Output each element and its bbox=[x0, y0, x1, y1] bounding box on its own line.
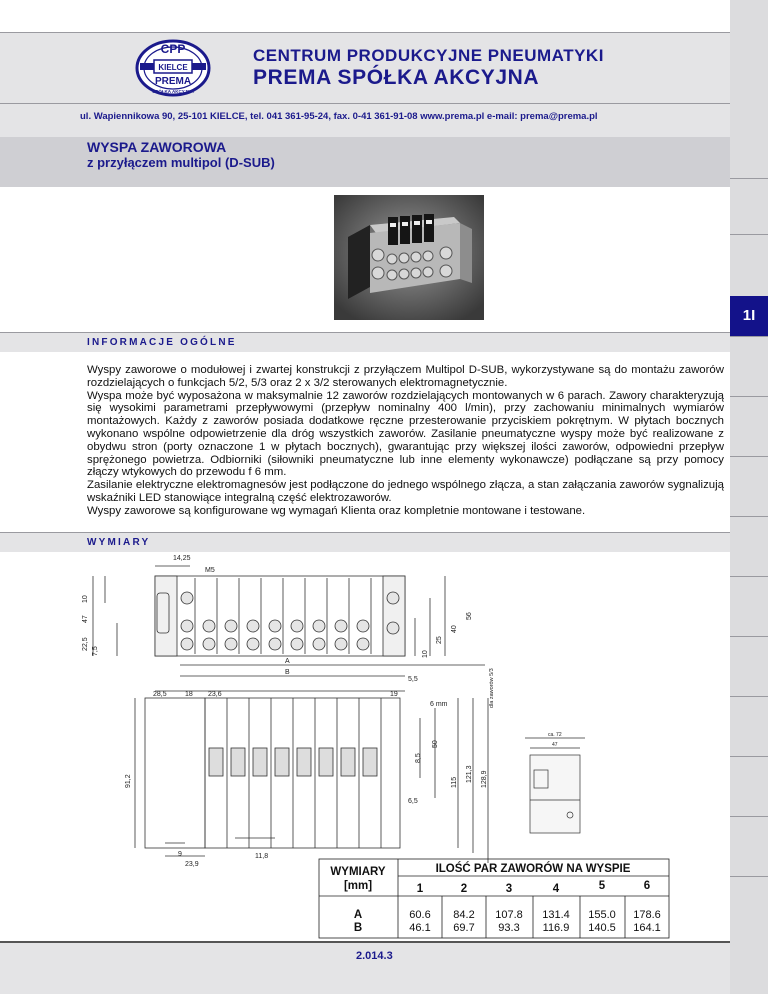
table-col-header: 3 bbox=[505, 883, 513, 895]
dim-label: 6 mm bbox=[430, 701, 448, 708]
dim-label: 121,3 bbox=[466, 765, 473, 783]
page-title: WYSPA ZAWOROWA bbox=[87, 139, 227, 155]
section-title-general: INFORMACJE OGÓLNE bbox=[87, 337, 237, 348]
divider bbox=[0, 103, 730, 104]
dim-label: 25 bbox=[436, 636, 443, 644]
dim-label: 10 bbox=[422, 650, 429, 658]
svg-text:SPÓŁKA AKCYJNA: SPÓŁKA AKCYJNA bbox=[152, 89, 194, 94]
dim-label: 11,8 bbox=[255, 853, 269, 860]
dim-label: dla zaworów 5/3 bbox=[489, 668, 495, 708]
dim-label: 23,9 bbox=[185, 861, 199, 868]
sidebar-tab[interactable] bbox=[730, 636, 768, 697]
divider bbox=[0, 941, 730, 943]
page-number: 2.014.3 bbox=[356, 950, 393, 962]
dimensions-table bbox=[318, 858, 670, 940]
dim-label: 56 bbox=[466, 612, 473, 620]
sidebar-tab[interactable] bbox=[730, 456, 768, 517]
paragraph: Wyspa może być wyposażona w maksymalnie 12 zaworów rozdzielających montowanych w 6 parach. Zawory charakteryzują się wysokimi parametrami przepływowymi (przepływ nominalny 400 l/min), przy zachowaniu minimalnych wymiarów montażowych. Każdy z zaworów posiada dodatkowe ręczne przesterowanie przyciskiem pokrętnym. W płytach bocznych wykonano wspólne odpowietrzenie dla dróg wszystkich zaworów. Zasilanie pneumatyczne wyspy może być realizowane z obydwu stron (porty oznaczone 1 w płytach bocznych), gwarantując przy większej ilości zaworów, odpowiedni przepływ sprężonego powietrza. Odbiorniki (siłowniki pneumatyczne lub inne elementy wykonawcze) podłączane są przy pomocy złączy wtykowych do przewodu f 6 mm. bbox=[87, 389, 724, 479]
table-cell: 178.6 bbox=[633, 909, 661, 921]
dim-label: 128,9 bbox=[481, 770, 488, 788]
sidebar-tab[interactable] bbox=[730, 336, 768, 397]
dim-label: 40 bbox=[451, 625, 458, 633]
table-cell: 93.3 bbox=[498, 922, 520, 934]
dim-label: ca. 72 bbox=[548, 732, 562, 738]
dim-label: B bbox=[285, 669, 290, 676]
dim-label: 19 bbox=[390, 691, 398, 698]
divider bbox=[0, 532, 730, 533]
side-view-drawing bbox=[520, 730, 600, 840]
company-address: ul. Wapiennikowa 90, 25-101 KIELCE, tel. 041 361-95-24, fax. 0-41 361-91-08 www.prema.pl e-mail: prema@prema.pl bbox=[80, 111, 598, 122]
dim-label: 5,5 bbox=[408, 676, 418, 683]
table-cell: 60.6 bbox=[409, 909, 431, 921]
paragraph: Zasilanie elektryczne elektromagnesów jest podłączone do jednego wspólnego złącza, a stan załączania zaworów sygnalizują wskaźniki LED stanowiące integralną część elektrozaworów. bbox=[87, 479, 724, 504]
dim-label: 115 bbox=[451, 776, 458, 788]
table-cell: 84.2 bbox=[453, 909, 475, 921]
general-info-text bbox=[87, 364, 724, 518]
table-cell: 69.7 bbox=[453, 922, 475, 934]
section-title-dimensions: WYMIARY bbox=[87, 537, 151, 548]
divider bbox=[0, 332, 730, 333]
dim-label: A bbox=[285, 658, 290, 665]
dim-label: 6,5 bbox=[408, 798, 418, 805]
svg-text:KIELCE: KIELCE bbox=[158, 63, 188, 72]
footer bbox=[0, 941, 730, 994]
dim-label: 14,25 bbox=[173, 555, 191, 562]
table-cell: 164.1 bbox=[633, 922, 661, 934]
divider bbox=[0, 32, 730, 33]
table-col-header: 5 bbox=[598, 880, 606, 892]
company-name-line2: PREMA SPÓŁKA AKCYJNA bbox=[253, 66, 540, 89]
table-cell: 140.5 bbox=[588, 922, 616, 934]
dim-label: 10 bbox=[82, 595, 89, 603]
dim-label: 9 bbox=[178, 851, 182, 858]
table-cell: 131.4 bbox=[542, 909, 570, 921]
page-subtitle: z przyłączem multipol (D-SUB) bbox=[87, 155, 275, 170]
dim-label: 50 bbox=[432, 740, 439, 748]
dim-label: 22,5 bbox=[82, 637, 89, 651]
sidebar-tab[interactable] bbox=[730, 756, 768, 817]
table-col-header: 2 bbox=[460, 883, 468, 895]
table-header-unit: [mm] bbox=[343, 880, 373, 892]
table-col-header: 6 bbox=[643, 880, 651, 892]
sidebar-tab-active[interactable]: 1I bbox=[730, 296, 768, 336]
table-cell: 107.8 bbox=[495, 909, 523, 921]
table-cell: 155.0 bbox=[588, 909, 616, 921]
table-cell: 116.9 bbox=[542, 922, 570, 934]
table-cell: 46.1 bbox=[409, 922, 431, 934]
sidebar-tab[interactable] bbox=[730, 696, 768, 757]
table-col-header: 4 bbox=[552, 883, 560, 895]
company-logo bbox=[132, 38, 214, 98]
dim-label: 28,5 bbox=[153, 691, 167, 698]
table-row-label: A bbox=[353, 909, 363, 921]
svg-text:PREMA: PREMA bbox=[154, 76, 192, 87]
company-name-line1: CENTRUM PRODUKCYJNE PNEUMATYKI bbox=[253, 46, 604, 65]
table-header: ILOŚĆ PAR ZAWORÓW NA WYSPIE bbox=[435, 863, 631, 875]
paragraph: Wyspy zaworowe są konfigurowane wg wymagań Klienta oraz kompletnie montowane i testowane. bbox=[87, 504, 586, 517]
svg-text:CPP: CPP bbox=[160, 42, 186, 56]
sidebar-tab[interactable] bbox=[730, 178, 768, 235]
dim-label: 8,5 bbox=[415, 753, 422, 763]
paragraph: Wyspy zaworowe o modułowej i zwartej konstrukcji z przyłączem Multipol D-SUB, wykorzystywane są do montażu zaworów rozdzielających o funkcjach 5/2, 5/3 oraz 2 x 3/2 sterowanych elektromagnetycznie. bbox=[87, 364, 724, 389]
sidebar-tab[interactable] bbox=[730, 576, 768, 637]
sidebar-tab[interactable] bbox=[730, 234, 768, 297]
table-header: WYMIARY bbox=[330, 866, 386, 878]
sidebar-tab[interactable] bbox=[730, 516, 768, 577]
table-col-header: 1 bbox=[416, 883, 424, 895]
sidebar-tab[interactable] bbox=[730, 396, 768, 457]
table-row-label: B bbox=[353, 922, 363, 934]
dim-label: 18 bbox=[185, 691, 193, 698]
dim-label: 7,5 bbox=[92, 646, 99, 656]
sidebar-tab[interactable] bbox=[730, 816, 768, 877]
dim-label: M5 bbox=[205, 567, 215, 574]
dim-label: 47 bbox=[82, 615, 89, 623]
sidebar-tab[interactable] bbox=[730, 876, 768, 937]
dim-label: 91,2 bbox=[125, 774, 132, 788]
product-photo bbox=[334, 195, 484, 320]
dim-label: 23,6 bbox=[208, 691, 222, 698]
dim-label: 47 bbox=[552, 742, 558, 748]
